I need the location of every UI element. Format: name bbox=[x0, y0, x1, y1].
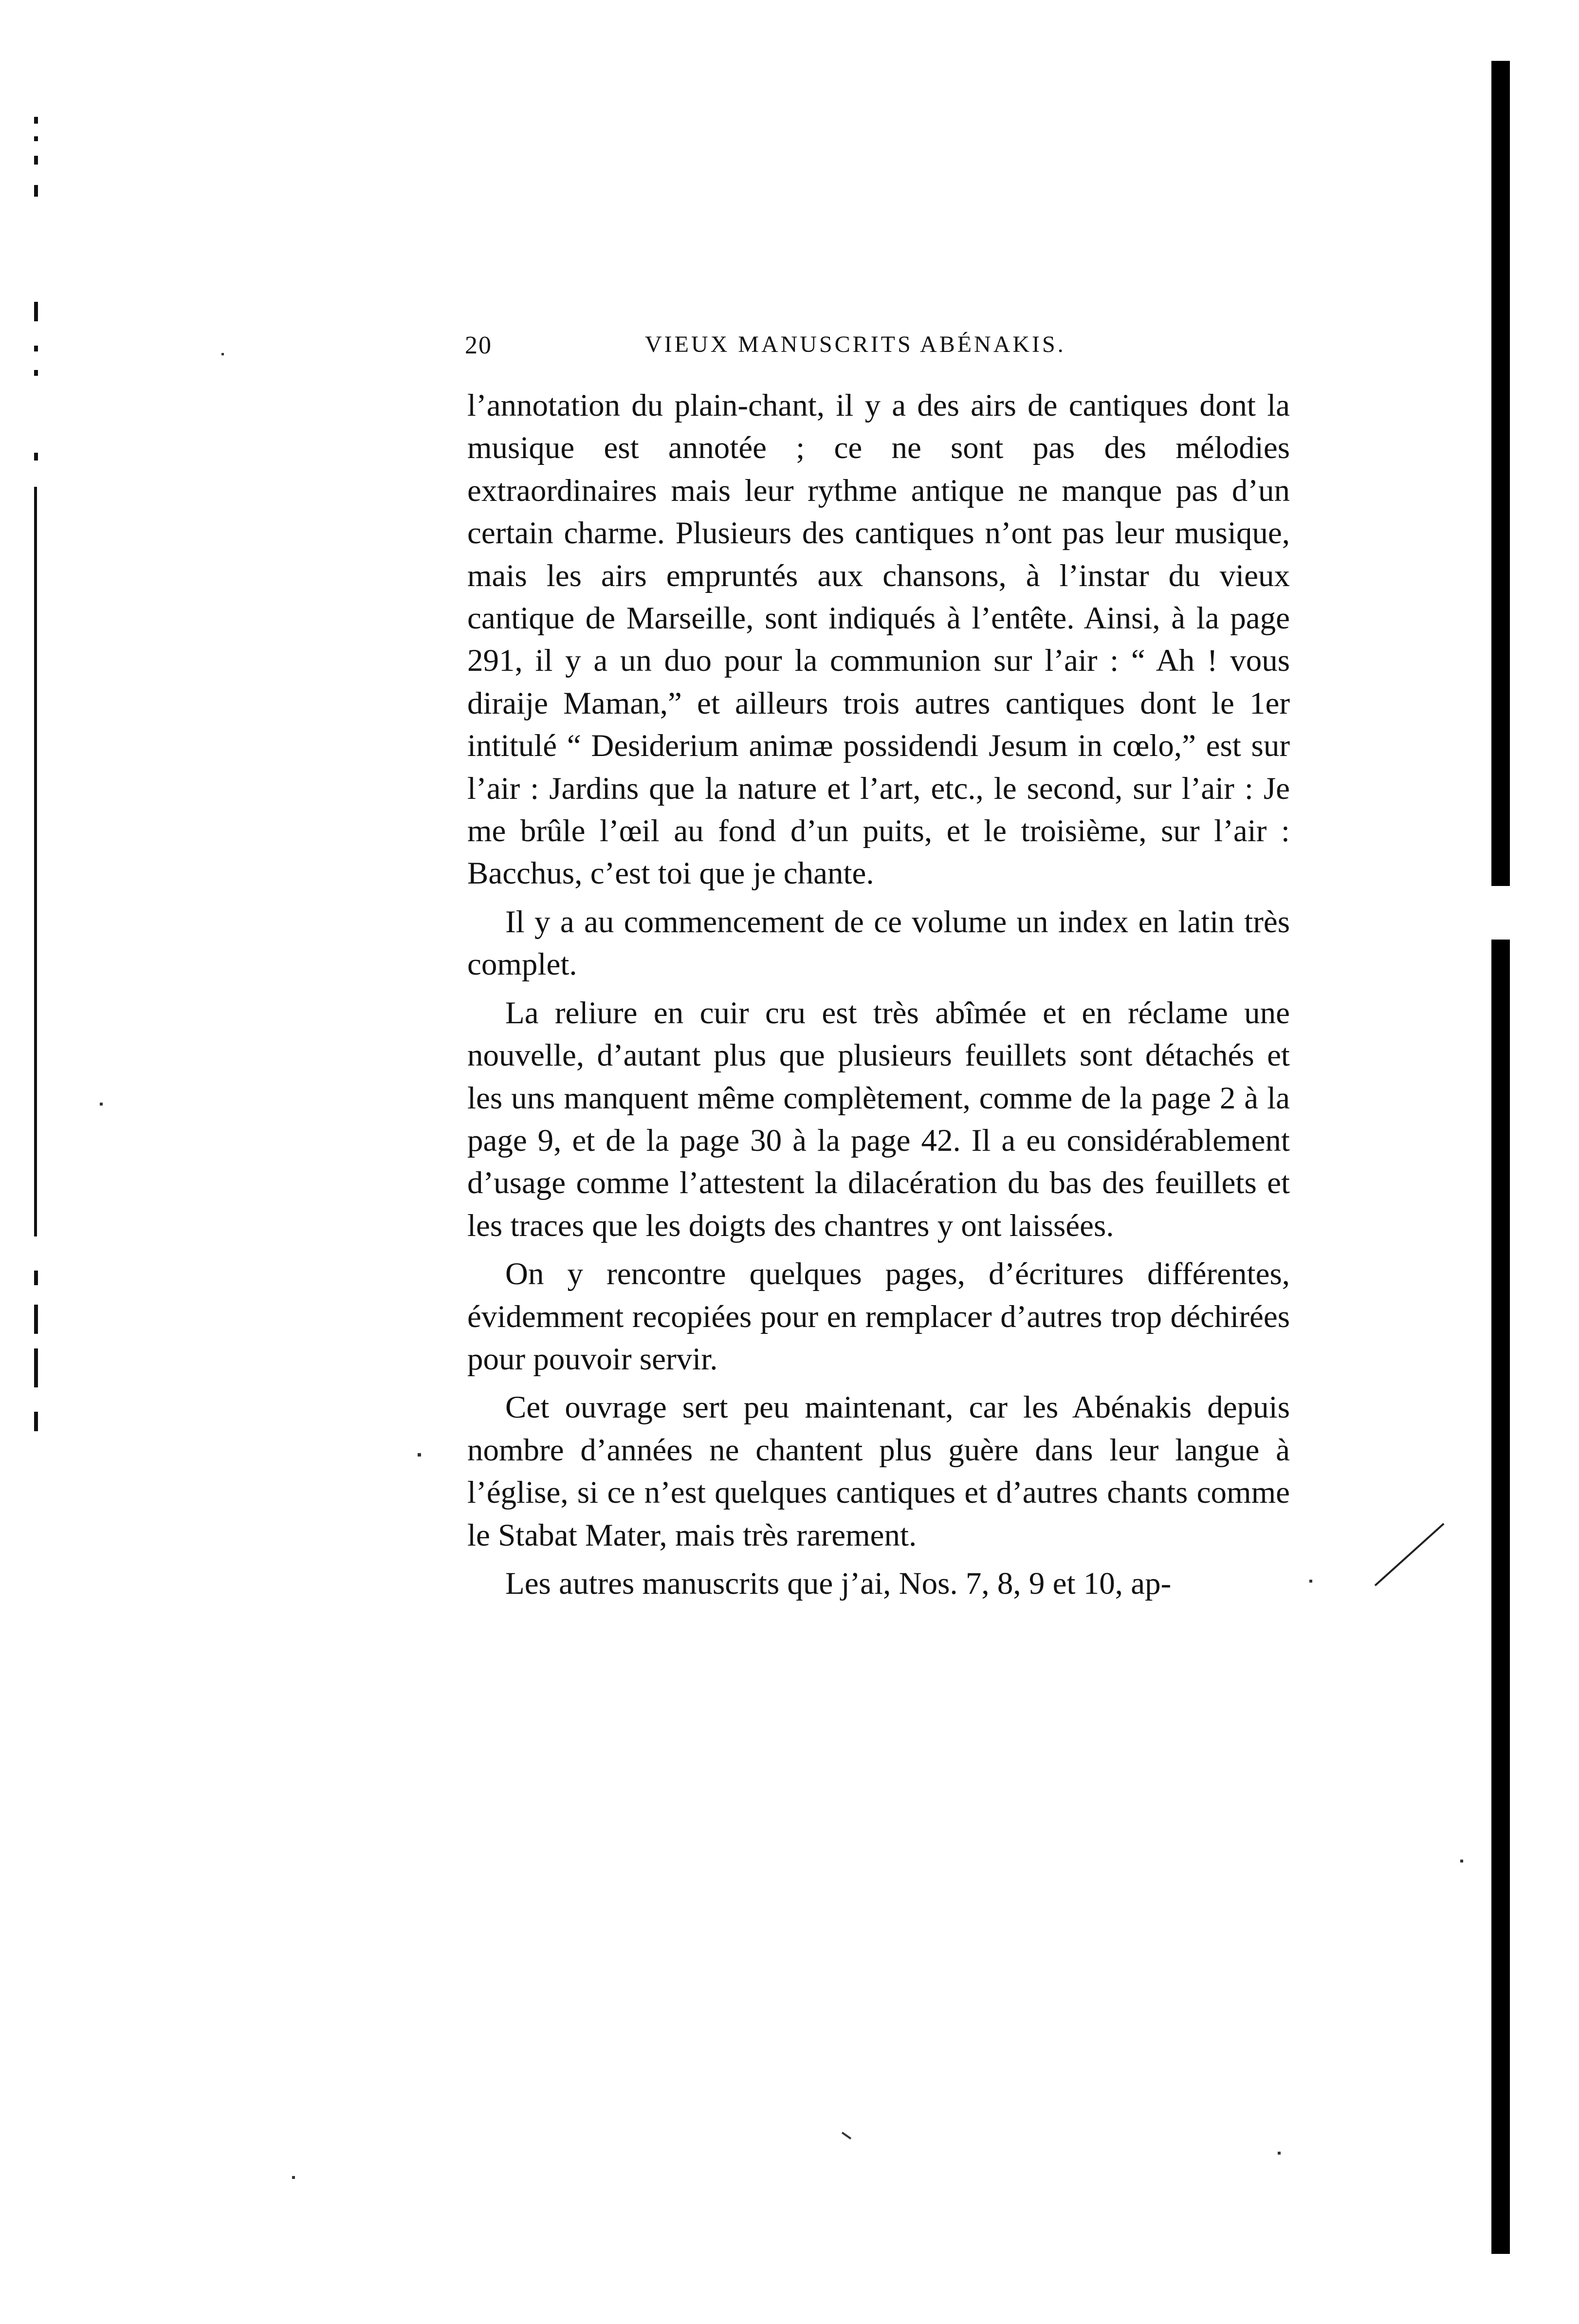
paragraph-5: Cet ouvrage sert peu maintenant, car les Abénakis depuis nombre d’années ne chantent plus guère dans leur langue à l’église, si ce n’est quelques cantiques et d’autres chants comme le Stabat Mater, mais très rarement. bbox=[467, 1390, 1290, 1553]
scan-speck bbox=[842, 2132, 851, 2140]
paragraph-2: Il y a au commencement de ce volume un index en latin très complet. bbox=[467, 904, 1290, 982]
scan-speck bbox=[221, 353, 224, 355]
binding-edge-shadow bbox=[1491, 61, 1510, 2254]
page-number: 20 bbox=[465, 332, 492, 359]
scan-speck bbox=[418, 1453, 421, 1457]
scan-speck bbox=[1278, 2152, 1281, 2155]
binding-edge-gap bbox=[1489, 886, 1512, 940]
paragraph-3: La reliure en cuir cru est très abîmée et en réclame une nouvelle, d’autant plus que plusieurs feuillets sont détachés et les uns manquent même complètement, comme de la page 2 à la page 9, et de la page 30 à la page 42. Il a eu considérablement d’usage comme l’attestent la dilacération du bas des feuillets et les traces que les doigts des chantres y ont laissées. bbox=[467, 995, 1290, 1243]
scan-speck bbox=[292, 2176, 295, 2179]
paragraph-4: On y rencontre quelques pages, d’écritures différentes, évidemment recopiées pour en remplacer d’autres trop déchirées pour pouvoir servir. bbox=[467, 1256, 1290, 1377]
running-title: VIEUX MANUSCRITS ABÉNAKIS. bbox=[645, 332, 1066, 357]
scan-speck bbox=[100, 1103, 103, 1106]
page-header bbox=[465, 331, 1292, 365]
pencil-stroke-mark bbox=[1375, 1523, 1445, 1586]
scan-speck bbox=[1309, 1580, 1312, 1583]
scan-edge-marks bbox=[34, 117, 44, 1431]
body-text bbox=[467, 385, 1290, 1605]
paragraph-6: Les autres manuscrits que j’ai, Nos. 7, 8, 9 et 10, ap- bbox=[505, 1566, 1172, 1601]
scan-speck bbox=[1460, 1860, 1463, 1863]
paragraph-1: l’annotation du plain-chant, il y a des airs de cantiques dont la musique est annotée ; ce ne sont pas des mélodies extraordinaires mais leur rythme antique ne manque pas d’un certain charme. Plusieurs des cantiques n’ont pas leur musique, mais les airs empruntés aux chansons, à l’instar du vieux cantique de Marseille, sont indiqués à l’entête. Ainsi, à la page 291, il y a un duo pour la communion sur l’air : “ Ah ! vous diraije Maman,” et ailleurs trois autres cantiques dont le 1er intitulé “ Desiderium animæ possidendi Jesum in cœlo,” est sur l’air : Jardins que la nature et l’art, etc., le second, sur l’air : Je me brûle l’œil au fond d’un puits, et le troisième, sur l’air : Bacchus, c’est toi que je chante. bbox=[467, 388, 1290, 891]
